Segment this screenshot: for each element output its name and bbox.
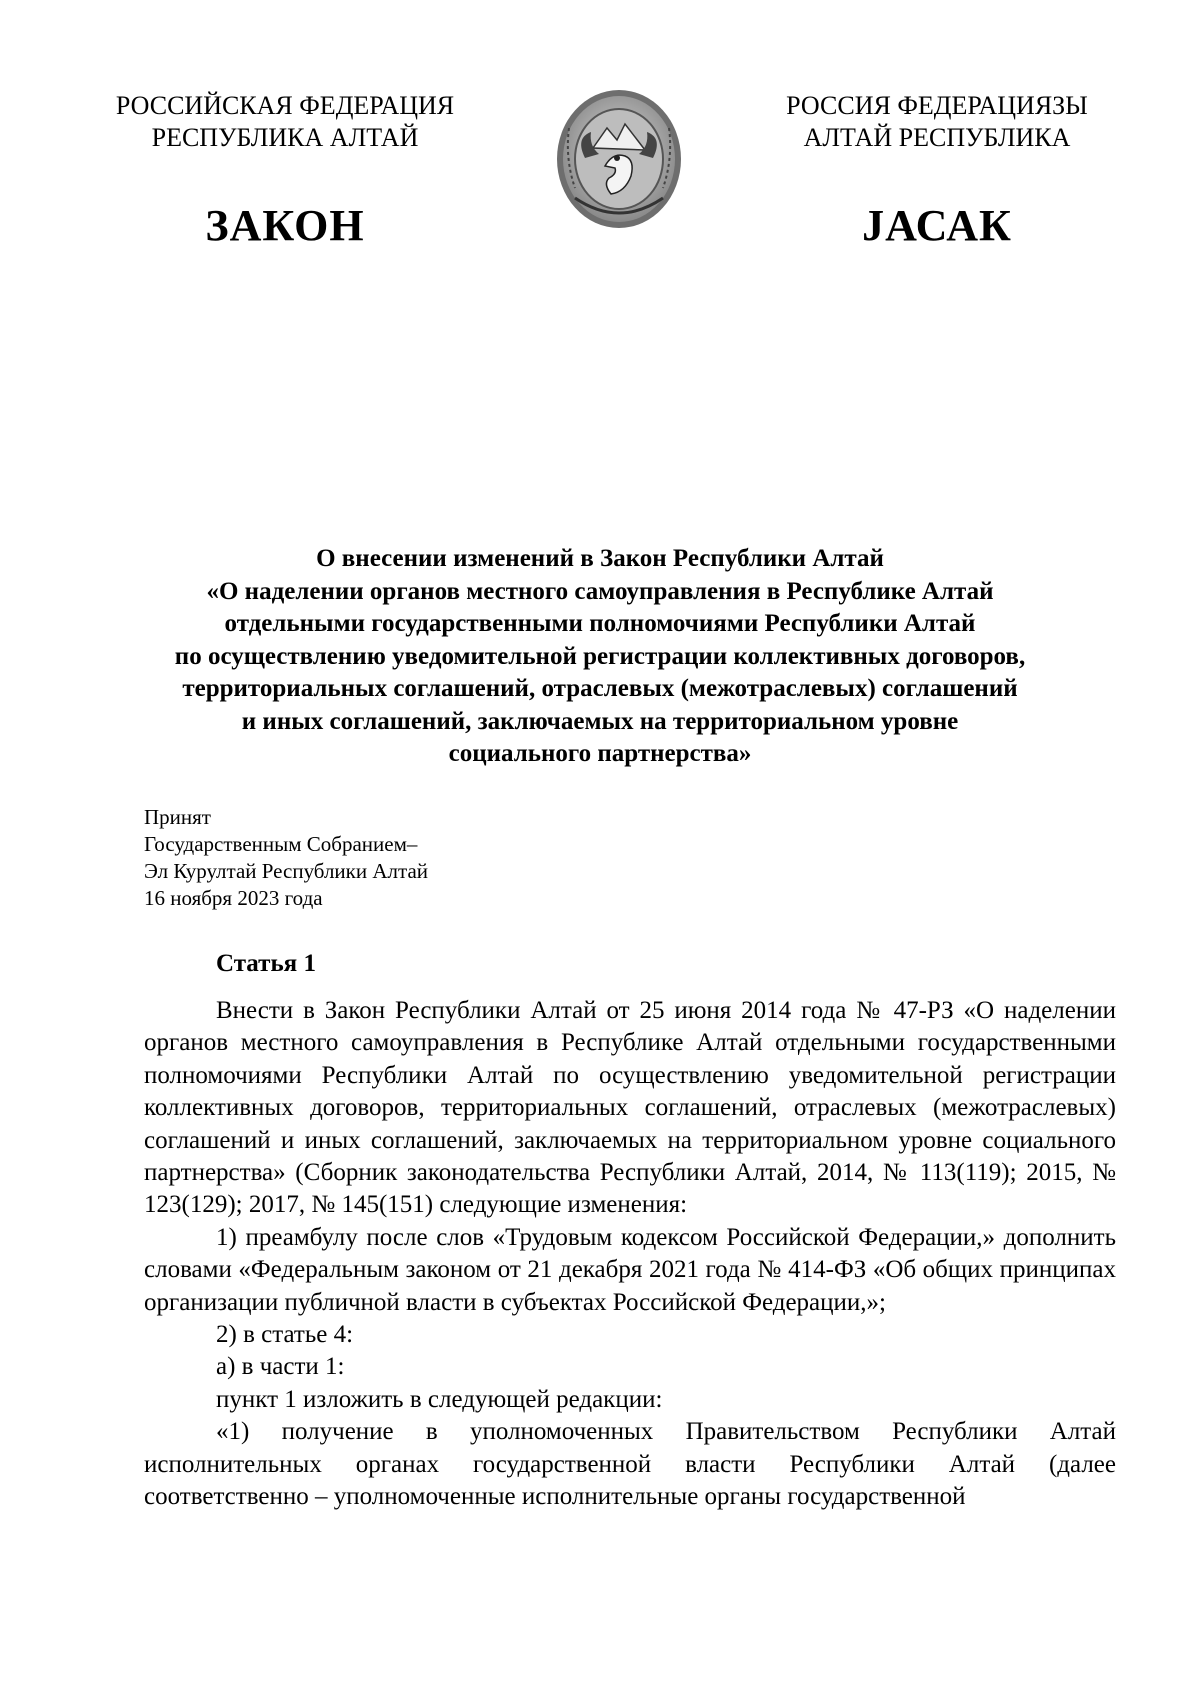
law-title <box>130 543 1070 771</box>
adoption-block <box>144 804 428 912</box>
header-right-line-2: АЛТАЙ РЕСПУБЛИКА <box>803 123 1071 152</box>
paragraph-2: 1) преамбулу после слов «Трудовым кодексом Российской Федерации,» дополнить словами «Федеральным законом от 21 декабря 2021 года № 414-ФЗ «Об общих принципах организации публичной власти в субъектах Российской Федерации,»; <box>144 1223 1116 1316</box>
title-line-3: отдельными государственными полномочиями Республики Алтай <box>224 610 976 637</box>
title-line-1: О внесении изменений в Закон Республики Алтай <box>316 545 884 572</box>
title-line-4: по осуществлению уведомительной регистрации коллективных договоров, <box>174 642 1026 670</box>
altai-republic-emblem-icon <box>555 88 683 230</box>
article-heading: Статья 1 <box>216 950 316 977</box>
title-line-6: и иных соглашений, заключаемых на территориальном уровне <box>241 707 959 735</box>
law-word-russian: ЗАКОН <box>205 201 365 250</box>
paragraph-1: Внести в Закон Республики Алтай от 25 июня 2014 года № 47-РЗ «О наделении органов местного самоуправления в Республике Алтай отдельными государственными полномочиями Республики Алтай по осуществлению уведомительной регистрации коллективных договоров, территориальных соглашений, отраслевых (межотраслевых) соглашений и иных соглашений, заключаемых на территориальном уровне социального партнерства» (Сборник законодательства Республики Алтай, 2014, № 113(119); 2015, № 123(129); 2017, № 145(151) следующие изменения: <box>144 997 1116 1219</box>
adoption-date: 16 ноября 2023 года <box>144 886 323 910</box>
paragraph-3: 2) в статье 4: <box>216 1321 354 1349</box>
title-line-7: социального партнерства» <box>448 740 752 767</box>
header-left-line-2: РЕСПУБЛИКА АЛТАЙ <box>151 123 419 152</box>
header-left-line-1: РОССИЙСКАЯ ФЕДЕРАЦИЯ <box>115 91 455 120</box>
law-word-altai: JАСАК <box>862 201 1012 250</box>
paragraph-4: а) в части 1: <box>216 1353 345 1381</box>
header-right <box>742 90 1132 154</box>
paragraph-5: пункт 1 изложить в следующей редакции: <box>216 1385 663 1413</box>
article-body <box>144 995 1116 1514</box>
title-line-2: «О наделении органов местного самоуправления в Республике Алтай <box>206 577 994 605</box>
header-right-line-1: РОССИЯ ФЕДЕРАЦИЯЗЫ <box>786 91 1088 120</box>
paragraph-6: «1) получение в уполномоченных Правительством Республики Алтай исполнительных органах государственной власти Республики Алтай (далее соответственно – уполномоченные исполнительные органы государственной <box>144 1418 1116 1511</box>
header-left <box>90 90 480 154</box>
title-line-5: территориальных соглашений, отраслевых (межотраслевых) соглашений <box>182 675 1018 702</box>
adoption-line-2: Государственным Собранием– <box>144 832 418 856</box>
adoption-line-3: Эл Курултай Республики Алтай <box>144 859 429 883</box>
adoption-line-1: Принят <box>144 805 211 829</box>
